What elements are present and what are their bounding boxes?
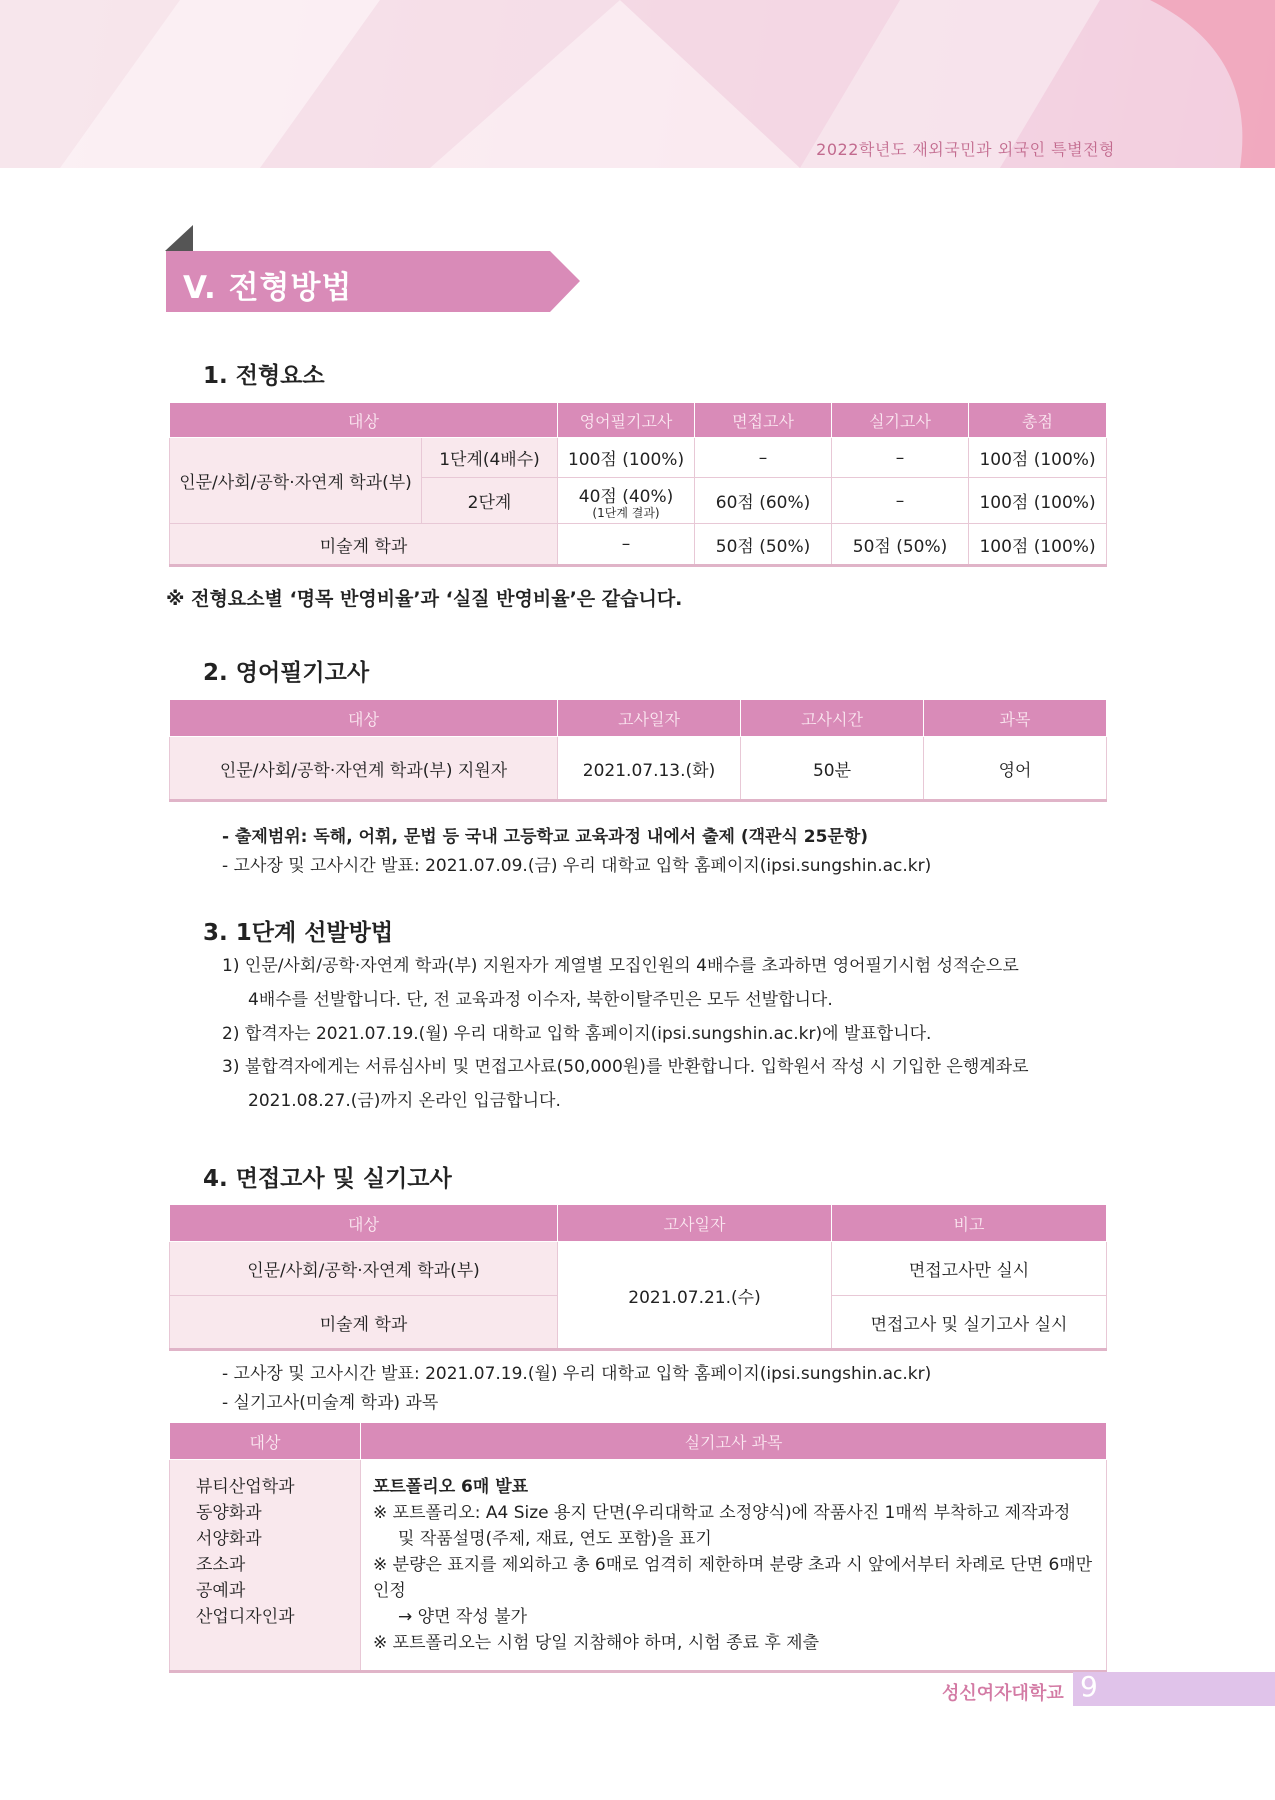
department-industrial-design: 산업디자인과 [196,1607,295,1627]
stage2-total: 100점 (100%) [969,478,1107,524]
stage2-english-note: (1단계 결과) [592,506,660,520]
th-practical: 실기고사 [832,403,969,438]
portfolio-line1: ※ 포트폴리오: A4 Size 용지 단면(우리대학교 소정양식)에 작품사진 1매씩 부착하고 제작과정 [373,1503,1071,1523]
interview-note-1: 면접고사만 실시 [832,1242,1107,1296]
th-target: 대상 [170,1205,558,1242]
th-date: 고사일자 [558,1205,832,1242]
stage1-total: 100점 (100%) [969,438,1107,478]
s4-heading: 4. 면접고사 및 실기고사 [203,1166,452,1192]
th-target: 대상 [170,1423,361,1460]
interview-table [169,1204,1107,1351]
th-practical-subject: 실기고사 과목 [361,1423,1107,1460]
department-sculpture: 조소과 [196,1555,246,1575]
stage2-label: 2단계 [422,478,558,524]
th-total: 총점 [969,403,1107,438]
english-exam-table [169,699,1107,802]
portfolio-cell [361,1460,1107,1672]
th-note: 비고 [832,1205,1107,1242]
interview-note-2: 면접고사 및 실기고사 실시 [832,1296,1107,1350]
art-total: 100점 (100%) [969,524,1107,566]
portfolio-line2: 및 작품설명(주제, 재료, 연도 포함)을 표기 [398,1529,712,1549]
step3-line2: 2021.08.27.(금)까지 온라인 입금합니다. [248,1091,561,1111]
department-crafts: 공예과 [196,1581,246,1601]
interview-target-1: 인문/사회/공학·자연계 학과(부) [170,1242,558,1296]
portfolio-line5: ※ 포트폴리오는 시험 당일 지참해야 하며, 시험 종료 후 제출 [373,1633,819,1653]
department-beauty: 뷰티산업학과 [196,1477,295,1497]
art-practical: 50점 (50%) [832,524,969,566]
ratio-note: ※ 전형요소별 ‘명목 반영비율’과 ‘실질 반영비율’은 같습니다. [166,588,683,610]
th-date: 고사일자 [558,700,741,737]
s1-heading: 1. 전형요소 [203,363,325,389]
stage2-english: 40점 (40%) [578,487,674,507]
step1-line2: 4배수를 선발합니다. 단, 전 교육과정 이수자, 북한이탈주민은 모두 선발합니다. [248,990,833,1010]
art-english: – [558,524,695,566]
step2-line: 2) 합격자는 2021.07.19.(월) 우리 대학교 입학 홈페이지(ipsi.sungshin.ac.kr)에 발표합니다. [222,1024,932,1044]
stage1-interview: – [695,438,832,478]
interview-announce: - 고사장 및 고사시간 발표: 2021.07.19.(월) 우리 대학교 입학 홈페이지(ipsi.sungshin.ac.kr) [222,1364,932,1384]
th-time: 고사시간 [741,700,924,737]
section-title: V. 전형방법 [183,270,353,306]
section-corner-mark [165,225,193,251]
page-number: 9 [1080,1670,1098,1703]
footer-page-bar [1073,1672,1275,1706]
exam-announce: - 고사장 및 고사시간 발표: 2021.07.09.(금) 우리 대학교 입학 홈페이지(ipsi.sungshin.ac.kr) [222,856,932,876]
stage2-practical: – [832,478,969,524]
group-label: 인문/사회/공학·자연계 학과(부) [170,438,422,524]
stage2-english-cell [558,478,695,524]
portfolio-line3: ※ 분량은 표지를 제외하고 총 6매로 엄격히 제한하며 분량 초과 시 앞에서부터 차례로 단면 6매만 인정 [373,1555,1093,1601]
th-target: 대상 [170,700,558,737]
exam-scope: - 출제범위: 독해, 어휘, 문법 등 국내 고등학교 교육과정 내에서 출제 (객관식 25문항) [222,827,869,847]
department-list [170,1460,361,1672]
s3-heading: 3. 1단계 선발방법 [203,920,394,946]
s2-heading: 2. 영어필기고사 [203,660,370,686]
exam-time: 50분 [741,737,924,801]
selection-factors-table [169,402,1107,567]
interview-date: 2021.07.21.(수) [558,1242,832,1350]
th-subject: 과목 [924,700,1107,737]
header-banner [0,0,1275,168]
interview-target-2: 미술계 학과 [170,1296,558,1350]
department-oriental-painting: 동양화과 [196,1503,262,1523]
portfolio-line4: → 양면 작성 불가 [398,1607,527,1627]
practical-subject-label: - 실기고사(미술계 학과) 과목 [222,1393,439,1413]
stage1-practical: – [832,438,969,478]
portfolio-title: 포트폴리오 6매 발표 [373,1477,529,1497]
art-interview: 50점 (50%) [695,524,832,566]
footer-school-name: 성신여자대학교 [942,1683,1064,1704]
th-english: 영어필기고사 [558,403,695,438]
art-label: 미술계 학과 [170,524,558,566]
exam-target: 인문/사회/공학·자연계 학과(부) 지원자 [170,737,558,801]
stage1-label: 1단계(4배수) [422,438,558,478]
step1-line1: 1) 인문/사회/공학·자연계 학과(부) 지원자가 계열별 모집인원의 4배수를 초과하면 영어필기시험 성적순으로 [222,956,1019,976]
th-interview: 면접고사 [695,403,832,438]
department-western-painting: 서양화과 [196,1529,262,1549]
practical-exam-table [169,1422,1107,1673]
exam-subject: 영어 [924,737,1107,801]
exam-date: 2021.07.13.(화) [558,737,741,801]
th-target: 대상 [170,403,558,438]
step3-line1: 3) 불합격자에게는 서류심사비 및 면접고사료(50,000원)를 반환합니다. 입학원서 작성 시 기입한 은행계좌로 [222,1057,1029,1077]
stage2-interview: 60점 (60%) [695,478,832,524]
header-title: 2022학년도 재외국민과 외국인 특별전형 [816,140,1115,159]
stage1-english: 100점 (100%) [558,438,695,478]
